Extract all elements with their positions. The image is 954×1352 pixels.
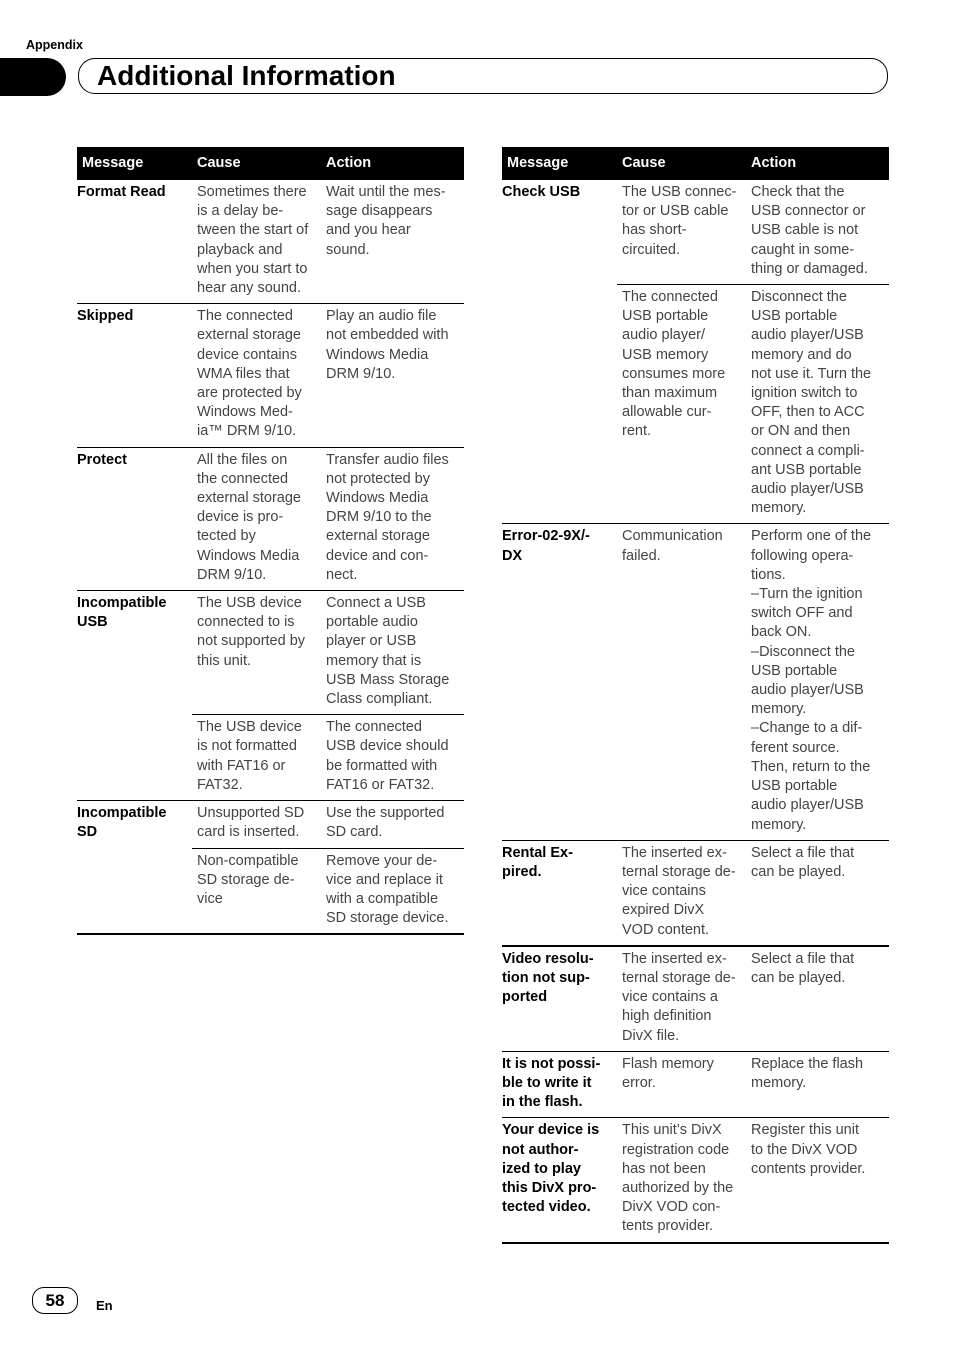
action-cell: Connect a USB portable audio player or USB memory that is USB Mass Storage Class compliant. bbox=[321, 591, 464, 715]
table-row bbox=[502, 180, 889, 285]
message-table-left bbox=[77, 147, 464, 935]
section-tab-marker bbox=[0, 58, 66, 96]
header-cause: Cause bbox=[192, 147, 321, 180]
cause-cell: Communication failed. bbox=[617, 524, 746, 840]
table-row bbox=[77, 848, 464, 934]
table-row bbox=[502, 285, 889, 524]
header-message: Message bbox=[77, 147, 192, 180]
message-cell: Protect bbox=[77, 447, 192, 590]
title-box bbox=[78, 58, 888, 94]
header-action: Action bbox=[746, 147, 889, 180]
table-row bbox=[502, 840, 889, 946]
header-cause: Cause bbox=[617, 147, 746, 180]
message-cell: Your device is not author- ized to play this DivX pro- tected video. bbox=[502, 1118, 617, 1243]
cause-cell: The USB connec- tor or USB cable has short- circuited. bbox=[622, 184, 737, 258]
action-cell: Perform one of the following opera- tions. –Turn the ignition switch OFF and back ON. –Disconnect the USB portable audio player/USB memory. –Change to a dif- ferent source. Then, return to the USB portable audio player/USB memory. bbox=[746, 524, 889, 840]
cause-cell: Non-compatible SD storage de- vice bbox=[192, 848, 321, 934]
message-cell: Error-02-9X/- DX bbox=[502, 524, 617, 840]
language-label: En bbox=[96, 1298, 113, 1313]
message-cell: Check USB bbox=[502, 184, 581, 200]
message-cell: It is not possi- ble to write it in the flash. bbox=[502, 1051, 617, 1118]
action-cell: Register this unit to the DivX VOD contents provider. bbox=[746, 1118, 889, 1243]
table-row bbox=[502, 1051, 889, 1118]
table-row bbox=[77, 591, 464, 715]
action-cell: Select a file that can be played. bbox=[746, 840, 889, 946]
cause-cell: The connected external storage device contains WMA files that are protected by Windows Med- ia™ DRM 9/10. bbox=[192, 304, 321, 447]
message-cell bbox=[502, 285, 617, 524]
message-cell: Incompatible USB bbox=[77, 591, 192, 715]
message-cell: Skipped bbox=[77, 304, 192, 447]
action-cell: Replace the flash memory. bbox=[746, 1051, 889, 1118]
cause-cell: The connected USB portable audio player/ USB memory consumes more than maximum allowable cur- rent. bbox=[617, 285, 746, 524]
table-header-row bbox=[77, 147, 464, 180]
cause-cell: Sometimes there is a delay be- tween the start of playback and when you start to hear any sound. bbox=[197, 184, 309, 297]
action-cell: Check that the USB connector or USB cable is not caught in some- thing or damaged. bbox=[751, 184, 868, 277]
table-row bbox=[502, 946, 889, 1052]
message-table-right bbox=[502, 147, 889, 1244]
message-cell bbox=[77, 848, 192, 934]
cause-cell: Unsupported SD card is inserted. bbox=[192, 801, 321, 848]
action-cell: Play an audio file not embedded with Windows Media DRM 9/10. bbox=[321, 304, 464, 447]
header-message: Message bbox=[502, 147, 617, 180]
table-header-row bbox=[502, 147, 889, 180]
action-cell: Use the supported SD card. bbox=[321, 801, 464, 848]
table-row bbox=[77, 801, 464, 848]
action-cell: Transfer audio files not protected by Windows Media DRM 9/10 to the external storage device and con- nect. bbox=[321, 447, 464, 590]
action-cell: The connected USB device should be formatted with FAT16 or FAT32. bbox=[321, 715, 464, 801]
message-cell: Incompatible SD bbox=[77, 801, 192, 848]
cause-cell: This unit’s DivX registration code has not been authorized by the DivX VOD con- tents provider. bbox=[617, 1118, 746, 1243]
cause-cell: Flash memory error. bbox=[617, 1051, 746, 1118]
cause-cell: The inserted ex- ternal storage de- vice contains expired DivX VOD content. bbox=[617, 840, 746, 946]
page-title: Additional Information bbox=[97, 60, 396, 91]
message-cell: Rental Ex- pired. bbox=[502, 840, 617, 946]
page-number: 58 bbox=[32, 1287, 78, 1314]
message-cell bbox=[77, 715, 192, 801]
header-action: Action bbox=[321, 147, 464, 180]
table-row bbox=[502, 1118, 889, 1243]
cause-cell: The inserted ex- ternal storage de- vice contains a high definition DivX file. bbox=[617, 946, 746, 1052]
cause-cell: All the files on the connected external storage device is pro- tected by Windows Media DRM 9/10. bbox=[192, 447, 321, 590]
table-row bbox=[502, 524, 889, 840]
action-cell: Disconnect the USB portable audio player/USB memory and do not use it. Turn the ignition switch to OFF, then to ACC or ON and then connect a compli- ant USB portable audio player/USB memory. bbox=[746, 285, 889, 524]
action-cell: Select a file that can be played. bbox=[746, 946, 889, 1052]
appendix-label: Appendix bbox=[26, 38, 83, 52]
action-cell: Wait until the mes- sage disappears and you hear sound. bbox=[326, 184, 446, 258]
message-cell: Video resolu- tion not sup- ported bbox=[502, 946, 617, 1052]
action-cell: Remove your de- vice and replace it with a compatible SD storage device. bbox=[321, 848, 464, 934]
table-row bbox=[77, 715, 464, 801]
table-row bbox=[77, 180, 464, 304]
cause-cell: The USB device is not formatted with FAT16 or FAT32. bbox=[192, 715, 321, 801]
table-row bbox=[77, 304, 464, 447]
message-cell: Format Read bbox=[77, 184, 166, 200]
table-row bbox=[77, 447, 464, 590]
cause-cell: The USB device connected to is not supported by this unit. bbox=[192, 591, 321, 715]
